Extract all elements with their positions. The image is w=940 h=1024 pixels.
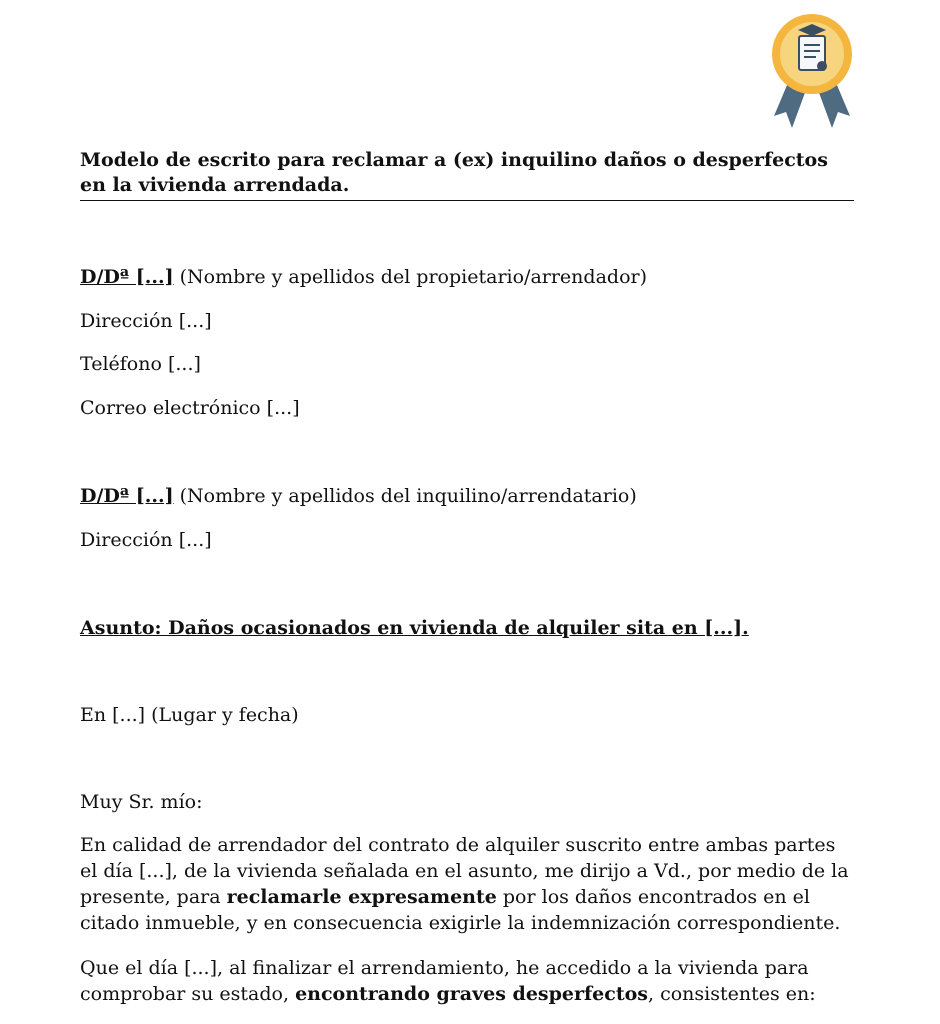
greeting: Muy Sr. mío:	[80, 791, 203, 813]
document-title: Modelo de escrito para reclamar a (ex) inquilino daños o desperfectos en la vivienda arrendada.	[80, 148, 854, 201]
paragraph-damages	[80, 955, 850, 1007]
tenant-description: (Nombre y apellidos del inquilino/arrendatario)	[173, 485, 637, 507]
paragraph-damages-text-1: Que el día [...], al finalizar el arrendamiento, he accedido a la vivienda para comprobar su estado,	[80, 957, 809, 1005]
landlord-address: Dirección [...]	[80, 310, 212, 332]
landlord-description: (Nombre y apellidos del propietario/arrendador)	[173, 266, 647, 288]
tenant-line	[80, 483, 637, 509]
landlord-label: D/Dª [...]	[80, 266, 174, 288]
paragraph-claim-text-2: por los daños encontrados en el citado inmueble, y en consecuencia exigirle la indemnización correspondiente.	[80, 886, 841, 934]
certificate-medal-icon	[770, 12, 854, 130]
landlord-email: Correo electrónico [...]	[80, 397, 300, 419]
paragraph-claim-bold: reclamarle expresamente	[226, 886, 497, 908]
paragraph-claim-text-1: En calidad de arrendador del contrato de alquiler suscrito entre ambas partes el día [...], de la vivienda señalada en el asunto, me dirijo a Vd., por medio de la presente, para	[80, 834, 849, 908]
place-date: En [...] (Lugar y fecha)	[80, 704, 299, 726]
landlord-phone: Teléfono [...]	[80, 353, 201, 375]
tenant-address: Dirección [...]	[80, 529, 212, 551]
paragraph-damages-bold: encontrando graves desperfectos	[295, 983, 648, 1005]
paragraph-damages-text-2: , consistentes en:	[647, 983, 816, 1005]
paragraph-claim	[80, 832, 850, 936]
subject-line: Asunto: Daños ocasionados en vivienda de alquiler sita en [...].	[80, 617, 749, 639]
tenant-label: D/Dª [...]	[80, 485, 174, 507]
landlord-line	[80, 264, 647, 290]
